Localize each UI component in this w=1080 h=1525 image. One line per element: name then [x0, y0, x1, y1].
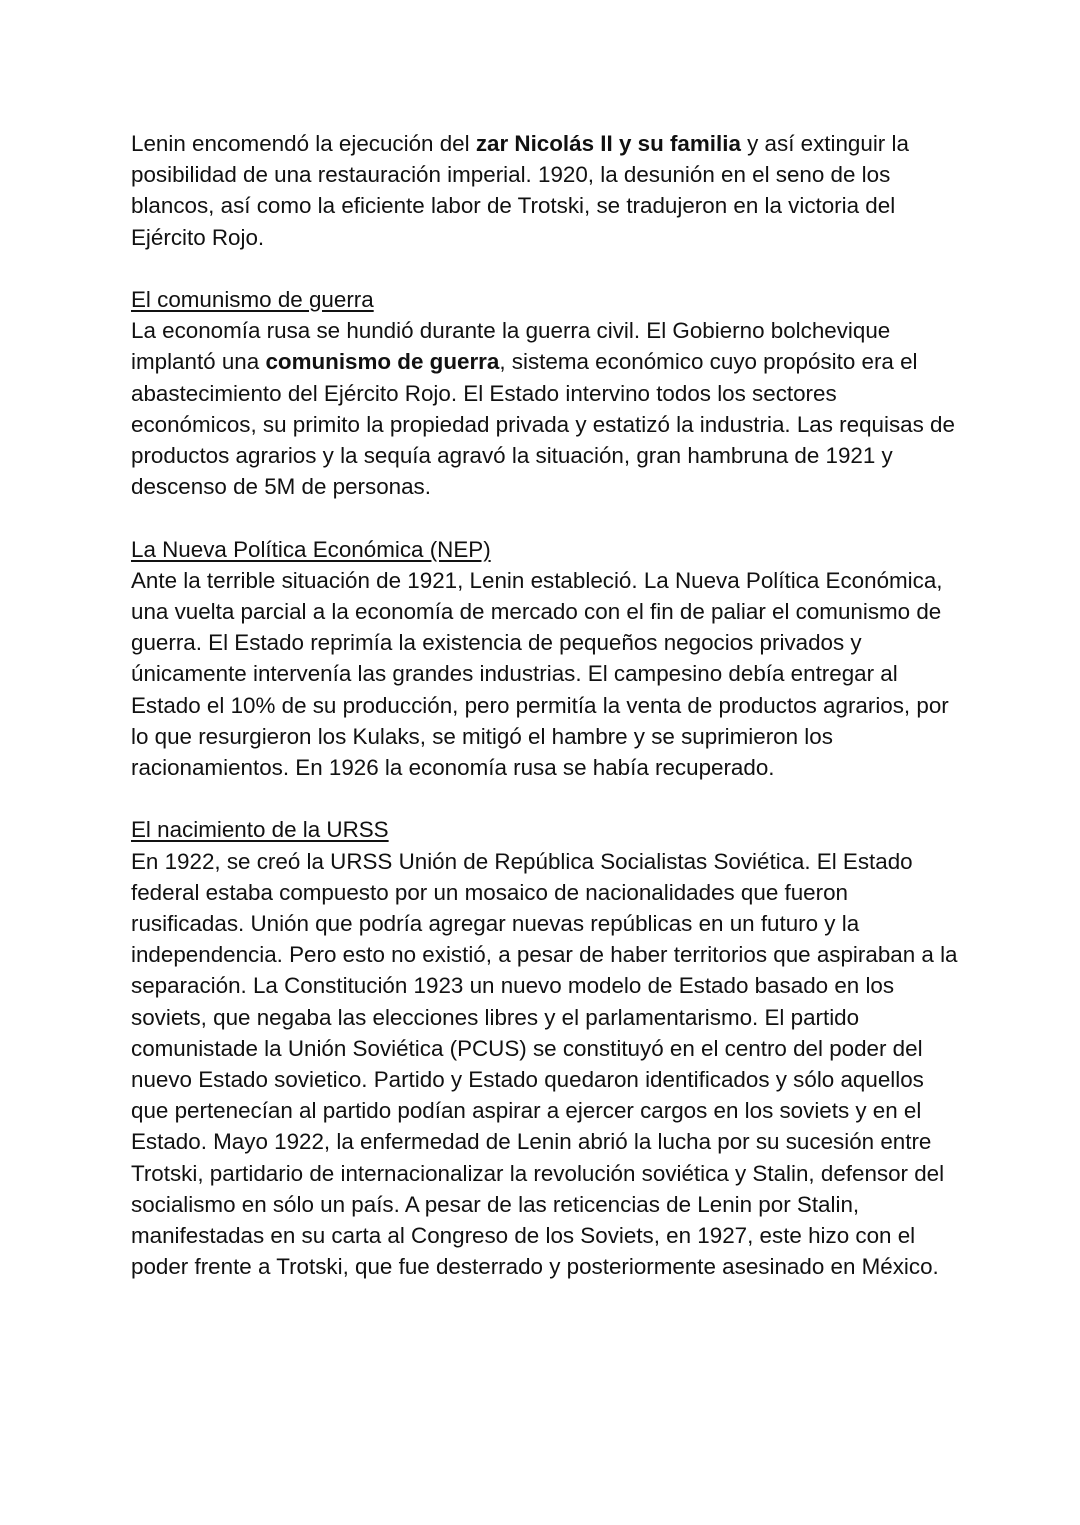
section-heading-urss: El nacimiento de la URSS	[131, 817, 389, 843]
document-page	[131, 128, 961, 1314]
war-communism-text-part2: , sistema económico cuyo propósito era el abastecimiento del Ejército Rojo. El Estado intervino todos los sectores económicos, su primito la propiedad privada y estatizó la industria. Las requisas de productos agrarios y la sequía agravó la situación, gran hambruna de 1921 y descenso de 5M de personas.	[131, 349, 955, 500]
intro-paragraph	[131, 128, 961, 253]
urss-paragraph: En 1922, se creó la URSS Unión de República Socialistas Soviética. El Estado federal estaba compuesto por un mosaico de nacionalidades que fueron rusificadas. Unión que podría agregar nuevas repúblicas en un futuro y la independencia. Pero esto no existió, a pesar de haber territorios que aspiraban a la separación. La Constitución 1923 un nuevo modelo de Estado basado en los soviets, que negaba las elecciones libres y el parlamentarismo. El partido comunistade la Unión Soviética (PCUS) se constituyó en el centro del poder del nuevo Estado sovietico. Partido y Estado quedaron identificados y sólo aquellos que pertenecían al partido podían aspirar a ejercer cargos en los soviets y en el Estado. Mayo 1922, la enfermedad de Lenin abrió la lucha por su sucesión entre Trotski, partidario de internacionalizar la revolución soviética y Stalin, defensor del socialismo en sólo un país. A pesar de las reticencias de Lenin por Stalin, manifestadas en su carta al Congreso de los Soviets, en 1927, este hizo con el poder frente a Trotski, que fue desterrado y posteriormente asesinado en México.	[131, 848, 958, 1280]
section-heading-war-communism: El comunismo de guerra	[131, 287, 374, 312]
war-communism-bold-text: comunismo de guerra	[265, 349, 500, 375]
intro-text-part2: y así extinguir la posibilidad de una restauración imperial. 1920, la desunión en el seno de los blancos, así como la eficiente labor de Trotski, se tradujeron en la victoria del Ejército Rojo.	[131, 131, 909, 250]
war-communism-text-part1: La economía rusa se hundió durante la guerra civil. El Gobierno bolchevique implantó una	[131, 318, 891, 375]
section-heading-nep: La Nueva Política Económica (NEP)	[131, 536, 491, 562]
intro-text-part1: Lenin encomendó la ejecución del	[131, 131, 476, 156]
intro-bold-text: zar Nicolás II y su familia	[475, 131, 741, 156]
war-communism-paragraph	[131, 315, 961, 502]
nep-paragraph: Ante la terrible situación de 1921, Lenin estableció. La Nueva Política Económica, una vuelta parcial a la economía de mercado con el fin de paliar el comunismo de guerra. El Estado reprimía la existencia de pequeños negocios privados y únicamente intervenía las grandes industrias. El campesino debía entregar al Estado el 10% de su producción, pero permitía la venta de productos agrarios, por lo que resurgieron los Kulaks, se mitigó el hambre y se suprimieron los racionamientos. En 1926 la economía rusa se había recuperado.	[131, 567, 949, 781]
